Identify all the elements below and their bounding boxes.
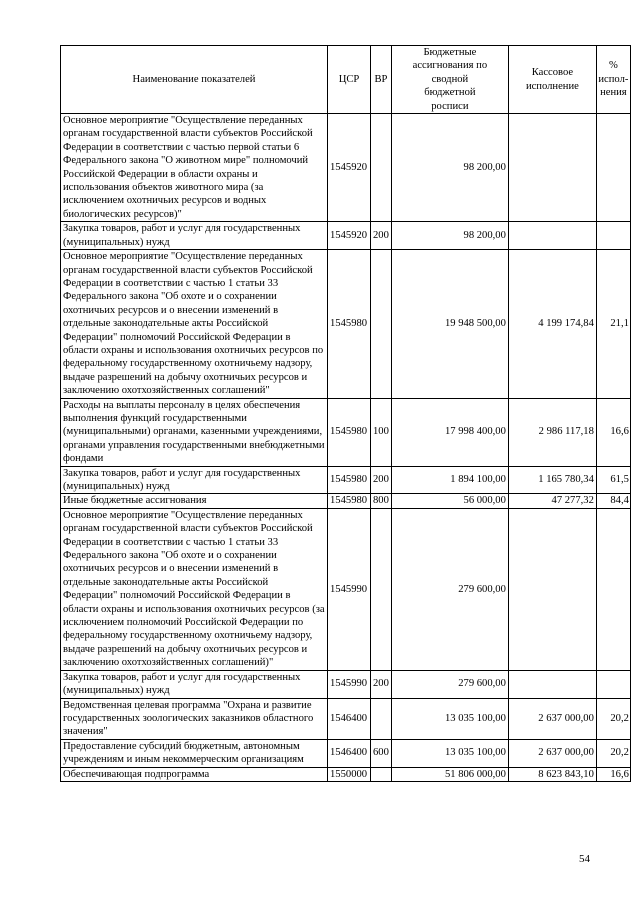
csr-cell: 1545990	[328, 670, 371, 698]
table-row	[61, 698, 631, 739]
vr-cell	[371, 698, 392, 739]
percent-cell: 84,4	[596, 494, 630, 508]
name-cell: Основное мероприятие "Осуществление переданных органам государственной власти субъектов Российской Федерации в соответствии с частью 1 статьи 33 Федерального закона "Об охоте и о сохранении охотничьих ресурсов и о внесении изменений в отдельные законодательные акты Российской Федерации" полномочий Российской Федерации в области охраны и использования охотничьих ресурсов по федеральному государственному охотничьему надзору, выдаче разрешений на добычу охотничьих ресурсов и заключению охотхозяйственных соглашений"	[61, 250, 328, 398]
percent-cell: 61,5	[596, 466, 630, 494]
name-cell: Обеспечивающая подпрограмма	[61, 767, 328, 781]
page-number: 54	[579, 853, 590, 865]
cash-cell	[508, 222, 596, 250]
budget-cell: 51 806 000,00	[391, 767, 508, 781]
cash-cell: 8 623 843,10	[508, 767, 596, 781]
name-cell: Ведомственная целевая программа "Охрана и развитие государственных зоологических заказников областного значения"	[61, 698, 328, 739]
budget-cell: 279 600,00	[391, 670, 508, 698]
vr-cell	[371, 250, 392, 398]
name-cell: Закупка товаров, работ и услуг для государственных (муниципальных) нужд	[61, 466, 328, 494]
vr-cell: 600	[371, 739, 392, 767]
cash-cell: 1 165 780,34	[508, 466, 596, 494]
vr-cell: 100	[371, 398, 392, 466]
csr-cell: 1545980	[328, 466, 371, 494]
header-cash: Кассовое исполнение	[508, 46, 596, 114]
name-cell: Основное мероприятие "Осуществление переданных органам государственной власти субъектов Российской Федерации в соответствии с частью 1 статьи 33 Федерального закона "Об охоте и о сохранении охотничьих ресурсов и о внесении изменений в отдельные законодательные акты Российской Федерации" полномочий Российской Федерации в области охраны и использования охотничьих ресурсов (за исключением полномочий Российской Федерации по федеральному государственному охотничьему надзору, выдаче разрешений на добычу охотничьих ресурсов и заключению охотхозяйственных соглашений)"	[61, 508, 328, 670]
budget-cell: 98 200,00	[391, 222, 508, 250]
vr-cell: 200	[371, 466, 392, 494]
header-percent: % испол-нения	[596, 46, 630, 114]
csr-cell: 1546400	[328, 698, 371, 739]
vr-cell	[371, 114, 392, 222]
budget-cell: 13 035 100,00	[391, 698, 508, 739]
budget-cell: 13 035 100,00	[391, 739, 508, 767]
vr-cell: 200	[371, 222, 392, 250]
name-cell: Иные бюджетные ассигнования	[61, 494, 328, 508]
csr-cell: 1545980	[328, 494, 371, 508]
csr-cell: 1545920	[328, 114, 371, 222]
table-row	[61, 739, 631, 767]
csr-cell: 1545980	[328, 250, 371, 398]
percent-cell	[596, 114, 630, 222]
cash-cell	[508, 114, 596, 222]
header-name: Наименование показателей	[61, 46, 328, 114]
budget-cell: 279 600,00	[391, 508, 508, 670]
percent-cell	[596, 670, 630, 698]
table-row	[61, 114, 631, 222]
table-row	[61, 494, 631, 508]
table-row	[61, 222, 631, 250]
percent-cell: 16,6	[596, 398, 630, 466]
csr-cell: 1545980	[328, 398, 371, 466]
cash-cell: 47 277,32	[508, 494, 596, 508]
percent-cell: 20,2	[596, 739, 630, 767]
cash-cell: 4 199 174,84	[508, 250, 596, 398]
vr-cell: 200	[371, 670, 392, 698]
table-row	[61, 670, 631, 698]
table-row	[61, 466, 631, 494]
csr-cell: 1550000	[328, 767, 371, 781]
table-row	[61, 767, 631, 781]
header-csr: ЦСР	[328, 46, 371, 114]
table-row	[61, 398, 631, 466]
csr-cell: 1545990	[328, 508, 371, 670]
name-cell: Закупка товаров, работ и услуг для государственных (муниципальных) нужд	[61, 670, 328, 698]
table-body	[61, 114, 631, 782]
budget-cell: 56 000,00	[391, 494, 508, 508]
percent-cell: 20,2	[596, 698, 630, 739]
percent-cell	[596, 222, 630, 250]
cash-cell	[508, 670, 596, 698]
header-vr: ВР	[371, 46, 392, 114]
budget-cell: 19 948 500,00	[391, 250, 508, 398]
table-row	[61, 508, 631, 670]
vr-cell	[371, 767, 392, 781]
percent-cell: 21,1	[596, 250, 630, 398]
budget-table	[60, 45, 631, 782]
budget-cell: 1 894 100,00	[391, 466, 508, 494]
name-cell: Основное мероприятие "Осуществление переданных органам государственной власти субъектов Российской Федерации в соответствии с частью первой статьи 6 Федерального закона "О животном мире" полномочий Российской Федерации в области охраны и использования объектов животного мира (за исключением охотничьих ресурсов и водных биологических ресурсов)"	[61, 114, 328, 222]
budget-cell: 98 200,00	[391, 114, 508, 222]
name-cell: Закупка товаров, работ и услуг для государственных (муниципальных) нужд	[61, 222, 328, 250]
cash-cell: 2 637 000,00	[508, 739, 596, 767]
percent-cell	[596, 508, 630, 670]
table-row	[61, 250, 631, 398]
percent-cell: 16,6	[596, 767, 630, 781]
name-cell: Предоставление субсидий бюджетным, автономным учреждениям и иным некоммерческим организациям	[61, 739, 328, 767]
csr-cell: 1546400	[328, 739, 371, 767]
budget-cell: 17 998 400,00	[391, 398, 508, 466]
cash-cell	[508, 508, 596, 670]
header-budget: Бюджетные ассигнования по сводной бюджетной росписи	[391, 46, 508, 114]
vr-cell: 800	[371, 494, 392, 508]
header-row	[61, 46, 631, 114]
cash-cell: 2 986 117,18	[508, 398, 596, 466]
vr-cell	[371, 508, 392, 670]
cash-cell: 2 637 000,00	[508, 698, 596, 739]
name-cell: Расходы на выплаты персоналу в целях обеспечения выполнения функций государственными (муниципальными) органами, казенными учреждениями, органами управления государственными внебюджетными фондами	[61, 398, 328, 466]
csr-cell: 1545920	[328, 222, 371, 250]
